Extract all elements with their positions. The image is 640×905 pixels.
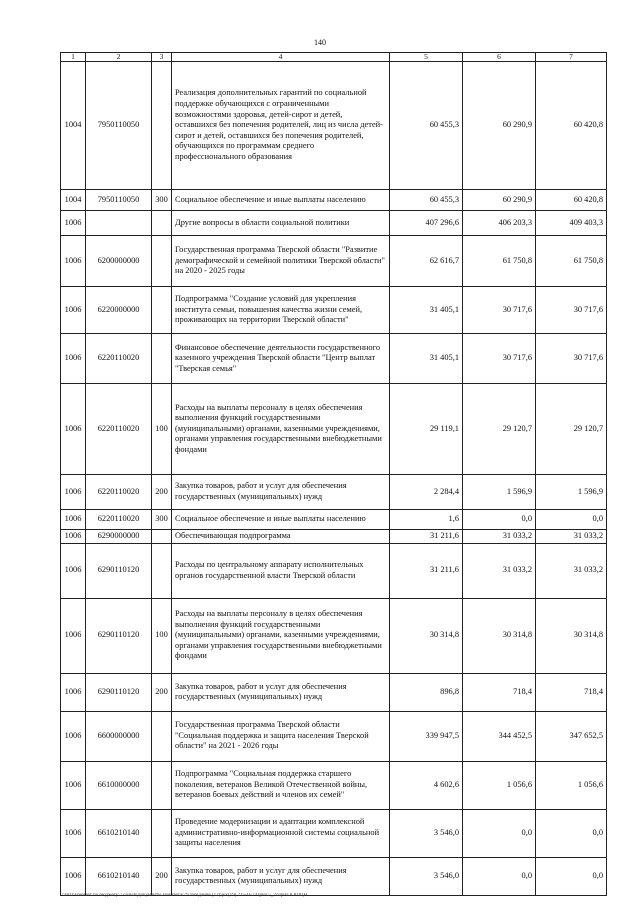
amount-2024: 3 546,0: [390, 857, 463, 895]
expense-type-code: 200: [152, 673, 172, 711]
amount-2026: 718,4: [536, 673, 607, 711]
table-row: [61, 809, 607, 857]
table-row: [61, 543, 607, 598]
table-row: [61, 334, 607, 384]
amount-2026: 60 420,8: [536, 190, 607, 211]
section-code: 1004: [61, 62, 86, 190]
column-header-2: 2: [86, 53, 152, 62]
header-row: [61, 53, 607, 62]
target-article-code: 6220110020: [86, 510, 152, 530]
amount-2025: 406 203,3: [463, 211, 536, 236]
section-code: 1006: [61, 384, 86, 475]
table-row: [61, 190, 607, 211]
column-header-6: 6: [463, 53, 536, 62]
description: Закупка товаров, работ и услуг для обеспечения государственных (муниципальных) нужд: [172, 673, 390, 711]
amount-2026: 61 750,8: [536, 236, 607, 287]
amount-2026: 1 596,9: [536, 475, 607, 510]
section-code: 1006: [61, 673, 86, 711]
description: Социальное обеспечение и иные выплаты населению: [172, 190, 390, 211]
description: Другие вопросы в области социальной политики: [172, 211, 390, 236]
amount-2025: 61 750,8: [463, 236, 536, 287]
description: Подпрограмма "Создание условий для укрепления института семьи, повышения качества жизни семей, проживающих на территории Тверской области": [172, 287, 390, 334]
expense-type-code: [152, 809, 172, 857]
table-row: [61, 673, 607, 711]
footer-path: \\fs01\комитет по бюджету\7 созыв\Документы комитета\79 заседание (12)\р\к(19) 215-П-7\Прил 5_2\Прил 8 РПЦН: [62, 893, 308, 898]
section-code: 1006: [61, 211, 86, 236]
amount-2025: 718,4: [463, 673, 536, 711]
table-row: [61, 711, 607, 761]
expense-type-code: [152, 530, 172, 544]
target-article-code: 6610000000: [86, 761, 152, 809]
amount-2025: 31 033,2: [463, 530, 536, 544]
column-header-4: 4: [172, 53, 390, 62]
amount-2026: 30 314,8: [536, 598, 607, 673]
amount-2026: 0,0: [536, 510, 607, 530]
target-article-code: 6290000000: [86, 530, 152, 544]
table-row: [61, 510, 607, 530]
target-article-code: 6290110120: [86, 598, 152, 673]
section-code: 1006: [61, 530, 86, 544]
section-code: 1006: [61, 236, 86, 287]
expense-type-code: 300: [152, 510, 172, 530]
amount-2024: 60 455,3: [390, 190, 463, 211]
expense-type-code: [152, 543, 172, 598]
amount-2026: 347 652,5: [536, 711, 607, 761]
target-article-code: 6290110120: [86, 543, 152, 598]
section-code: 1006: [61, 510, 86, 530]
amount-2025: 1 596,9: [463, 475, 536, 510]
table-row: [61, 236, 607, 287]
budget-table: [60, 52, 607, 896]
section-code: 1006: [61, 287, 86, 334]
target-article-code: 6220110020: [86, 475, 152, 510]
column-header-1: 1: [61, 53, 86, 62]
amount-2026: 1 056,6: [536, 761, 607, 809]
amount-2024: 29 119,1: [390, 384, 463, 475]
amount-2026: 0,0: [536, 809, 607, 857]
amount-2025: 30 717,6: [463, 334, 536, 384]
amount-2025: 0,0: [463, 809, 536, 857]
target-article-code: 7950110050: [86, 190, 152, 211]
expense-type-code: 300: [152, 190, 172, 211]
expense-type-code: [152, 761, 172, 809]
amount-2025: 0,0: [463, 510, 536, 530]
amount-2024: 3 546,0: [390, 809, 463, 857]
target-article-code: 6610210140: [86, 857, 152, 895]
amount-2024: 407 296,6: [390, 211, 463, 236]
amount-2026: 409 403,3: [536, 211, 607, 236]
amount-2024: 2 284,4: [390, 475, 463, 510]
table-row: [61, 211, 607, 236]
target-article-code: 6290110120: [86, 673, 152, 711]
target-article-code: 6220110020: [86, 384, 152, 475]
description: Расходы на выплаты персоналу в целях обеспечения выполнения функций государственными (муниципальными) органами, казенными учреждениями, органами управления государственными внебюджетными фондами: [172, 384, 390, 475]
table-row: [61, 761, 607, 809]
description: Закупка товаров, работ и услуг для обеспечения государственных (муниципальных) нужд: [172, 475, 390, 510]
target-article-code: [86, 211, 152, 236]
expense-type-code: 200: [152, 857, 172, 895]
table-row: [61, 857, 607, 895]
section-code: 1006: [61, 761, 86, 809]
section-code: 1006: [61, 809, 86, 857]
expense-type-code: [152, 211, 172, 236]
amount-2026: 0,0: [536, 857, 607, 895]
amount-2024: 31 211,6: [390, 543, 463, 598]
expense-type-code: [152, 236, 172, 287]
description: Подпрограмма "Социальная поддержка старшего поколения, ветеранов Великой Отечественной войны, ветеранов боевых действий и членов их семей": [172, 761, 390, 809]
amount-2024: 339 947,5: [390, 711, 463, 761]
section-code: 1006: [61, 598, 86, 673]
target-article-code: 7950110050: [86, 62, 152, 190]
description: Финансовое обеспечение деятельности государственного казенного учреждения Тверской области "Центр выплат "Тверская семья": [172, 334, 390, 384]
amount-2025: 0,0: [463, 857, 536, 895]
amount-2025: 60 290,9: [463, 62, 536, 190]
amount-2025: 1 056,6: [463, 761, 536, 809]
amount-2026: 31 033,2: [536, 530, 607, 544]
amount-2026: 30 717,6: [536, 287, 607, 334]
description: Закупка товаров, работ и услуг для обеспечения государственных (муниципальных) нужд: [172, 857, 390, 895]
amount-2026: 29 120,7: [536, 384, 607, 475]
expense-type-code: [152, 287, 172, 334]
amount-2025: 60 290,9: [463, 190, 536, 211]
section-code: 1004: [61, 190, 86, 211]
table-row: [61, 287, 607, 334]
amount-2025: 31 033,2: [463, 543, 536, 598]
column-header-3: 3: [152, 53, 172, 62]
amount-2024: 896,8: [390, 673, 463, 711]
table-row: [61, 384, 607, 475]
amount-2025: 29 120,7: [463, 384, 536, 475]
description: Государственная программа Тверской области "Социальная поддержка и защита населения Тверской области" на 2021 - 2026 годы: [172, 711, 390, 761]
description: Социальное обеспечение и иные выплаты населению: [172, 510, 390, 530]
amount-2025: 344 452,5: [463, 711, 536, 761]
section-code: 1006: [61, 857, 86, 895]
description: Государственная программа Тверской области "Развитие демографической и семейной политики Тверской области" на 2020 - 2025 годы: [172, 236, 390, 287]
target-article-code: 6600000000: [86, 711, 152, 761]
target-article-code: 6610210140: [86, 809, 152, 857]
description: Расходы на выплаты персоналу в целях обеспечения выполнения функций государственными (муниципальными) органами, казенными учреждениями, органами управления государственными внебюджетными фондами: [172, 598, 390, 673]
expense-type-code: 200: [152, 475, 172, 510]
amount-2026: 60 420,8: [536, 62, 607, 190]
amount-2026: 31 033,2: [536, 543, 607, 598]
table-row: [61, 598, 607, 673]
amount-2026: 30 717,6: [536, 334, 607, 384]
amount-2024: 62 616,7: [390, 236, 463, 287]
description: Расходы по центральному аппарату исполнительных органов государственной власти Тверской области: [172, 543, 390, 598]
amount-2024: 4 602,6: [390, 761, 463, 809]
section-code: 1006: [61, 543, 86, 598]
amount-2024: 1,6: [390, 510, 463, 530]
expense-type-code: 100: [152, 384, 172, 475]
section-code: 1006: [61, 334, 86, 384]
table-row: [61, 62, 607, 190]
amount-2024: 30 314,8: [390, 598, 463, 673]
target-article-code: 6200000000: [86, 236, 152, 287]
amount-2025: 30 717,6: [463, 287, 536, 334]
expense-type-code: [152, 62, 172, 190]
section-code: 1006: [61, 475, 86, 510]
amount-2024: 31 211,6: [390, 530, 463, 544]
expense-type-code: [152, 711, 172, 761]
page-number: 140: [314, 38, 326, 47]
amount-2024: 31 405,1: [390, 334, 463, 384]
description: Обеспечивающая подпрограмма: [172, 530, 390, 544]
expense-type-code: [152, 334, 172, 384]
column-header-5: 5: [390, 53, 463, 62]
amount-2025: 30 314,8: [463, 598, 536, 673]
amount-2024: 60 455,3: [390, 62, 463, 190]
column-header-7: 7: [536, 53, 607, 62]
table-row: [61, 530, 607, 544]
section-code: 1006: [61, 711, 86, 761]
target-article-code: 6220000000: [86, 287, 152, 334]
description: Реализация дополнительных гарантий по социальной поддержке обучающихся с ограниченными возможностями здоровья, детей-сирот и детей, оставшихся без попечения родителей, лиц из числа детей-сирот и детей, оставшихся без попечения родителей, обучающихся по программам среднего профессионального образования: [172, 62, 390, 190]
description: Проведение модернизации и адаптации комплексной административно-информационной системы социальной защиты населения: [172, 809, 390, 857]
amount-2024: 31 405,1: [390, 287, 463, 334]
target-article-code: 6220110020: [86, 334, 152, 384]
expense-type-code: 100: [152, 598, 172, 673]
table-row: [61, 475, 607, 510]
